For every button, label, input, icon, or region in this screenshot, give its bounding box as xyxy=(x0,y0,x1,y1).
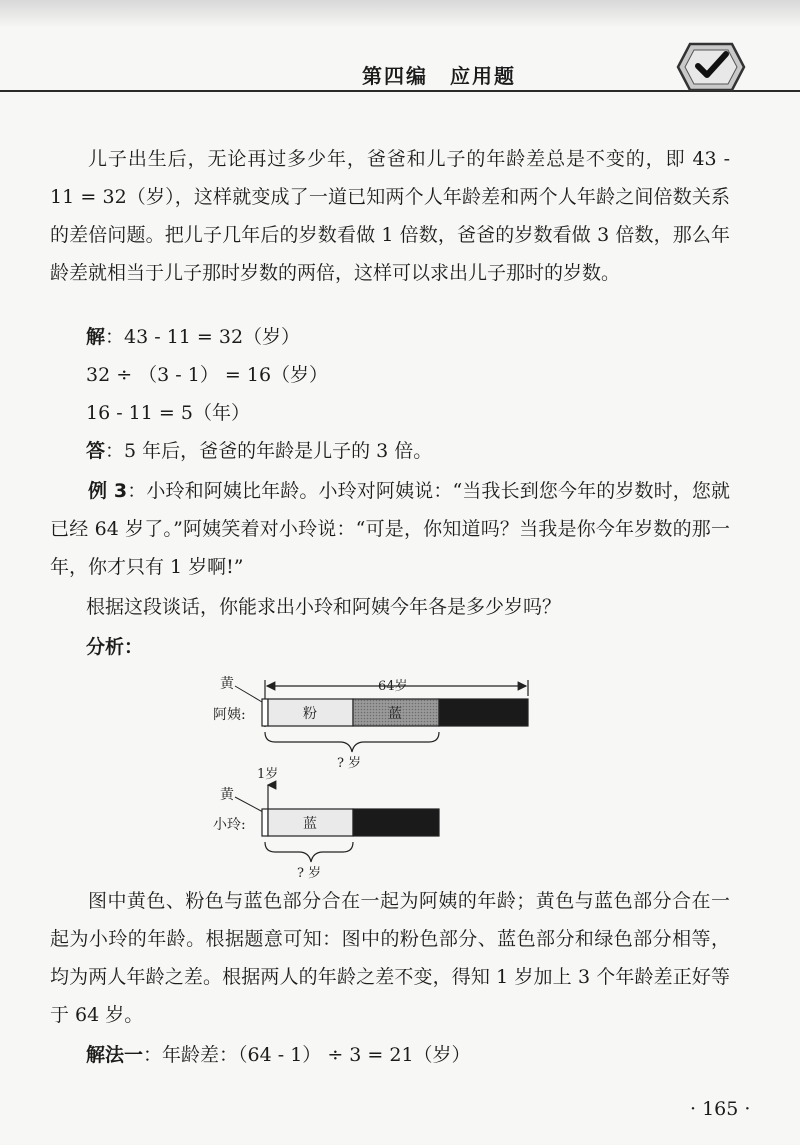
bottom-seg-yellow xyxy=(262,809,268,836)
bottom-brace xyxy=(265,842,353,862)
bottom-seg-blue-label: 蓝 xyxy=(303,816,317,832)
bottom-seg-green xyxy=(353,809,439,836)
example3-text: ：小玲和阿姨比年龄。小玲对阿姨说：“当我长到您今年的岁数时，您就已经 64 岁了。”阿姨笑着对小玲说：“可是，你知道吗？当我是你今年岁数的那一年，你才只有 1 岁啊!” xyxy=(50,480,731,578)
top-total-label: 64岁 xyxy=(378,679,408,694)
top-brace xyxy=(265,732,439,752)
analysis-label: 分析： xyxy=(86,636,144,658)
example3-label: 例 3 xyxy=(88,480,128,502)
top-brace-label: ? 岁 xyxy=(337,756,362,771)
jie-label: 解 xyxy=(86,326,106,348)
top-huang-pointer xyxy=(235,686,262,702)
solution-line-3: 16 - 11 = 5（年） xyxy=(86,402,250,424)
page-top-shadow xyxy=(0,0,800,28)
intro-paragraph: 儿子出生后，无论再过多少年，爸爸和儿子的年龄差总是不变的，即 43 - 11 = 32（岁），这样就变成了一道已知两个人年龄差和两个人年龄之间倍数关系的差倍问题。把儿子几年后的岁数看做 1 倍数，爸爸的岁数看做 3 倍数，那么年龄差就相当于儿子那时岁数的两倍，这样可以求出儿子那时的岁数。 xyxy=(50,148,730,284)
bottom-name-label: 小玲: xyxy=(213,817,246,833)
answer-line xyxy=(86,436,432,463)
top-seg-blue-label: 蓝 xyxy=(388,706,402,722)
example3-paragraph xyxy=(50,472,730,586)
bottom-huang-pointer xyxy=(235,797,263,812)
age-diagram xyxy=(195,672,545,882)
bottom-huang-label: 黄 xyxy=(220,787,234,803)
page-number: · 165 · xyxy=(690,1098,751,1120)
explanation-paragraph: 图中黄色、粉色与蓝色部分合在一起为阿姨的年龄；黄色与蓝色部分合在一起为小玲的年龄。根据题意可知：图中的粉色部分、蓝色部分和绿色部分相等，均为两人年龄之差。根据两人的年龄之差不变，得知 1 岁加上 3 个年龄差正好等于 64 岁。 xyxy=(50,890,730,1026)
chapter-header-title: 第四编 应用题 xyxy=(362,64,516,88)
method1-label: 解法一 xyxy=(86,1044,144,1066)
method1-line xyxy=(86,1040,471,1067)
top-name-label: 阿姨: xyxy=(213,707,246,723)
bottom-brace-label: ? 岁 xyxy=(297,866,322,881)
check-badge-icon xyxy=(676,40,746,94)
solution-line-1 xyxy=(86,322,300,349)
top-seg-pink-label: 粉 xyxy=(303,706,317,722)
answer-text: ：5 年后，爸爸的年龄是儿子的 3 倍。 xyxy=(105,440,433,462)
top-seg-yellow xyxy=(262,699,268,726)
solution-eq-1: ：43 - 11 = 32（岁） xyxy=(105,326,301,348)
top-huang-label: 黄 xyxy=(220,676,234,692)
bottom-one-label: 1岁 xyxy=(257,767,279,782)
solution-line-2: 32 ÷ （3 - 1） = 16（岁） xyxy=(86,364,329,386)
answer-label: 答 xyxy=(86,440,106,462)
top-seg-green xyxy=(439,699,528,726)
question-line: 根据这段谈话，你能求出小玲和阿姨今年各是多少岁吗？ xyxy=(86,596,562,618)
method1-text: ：年龄差：（64 - 1） ÷ 3 = 21（岁） xyxy=(143,1044,471,1066)
